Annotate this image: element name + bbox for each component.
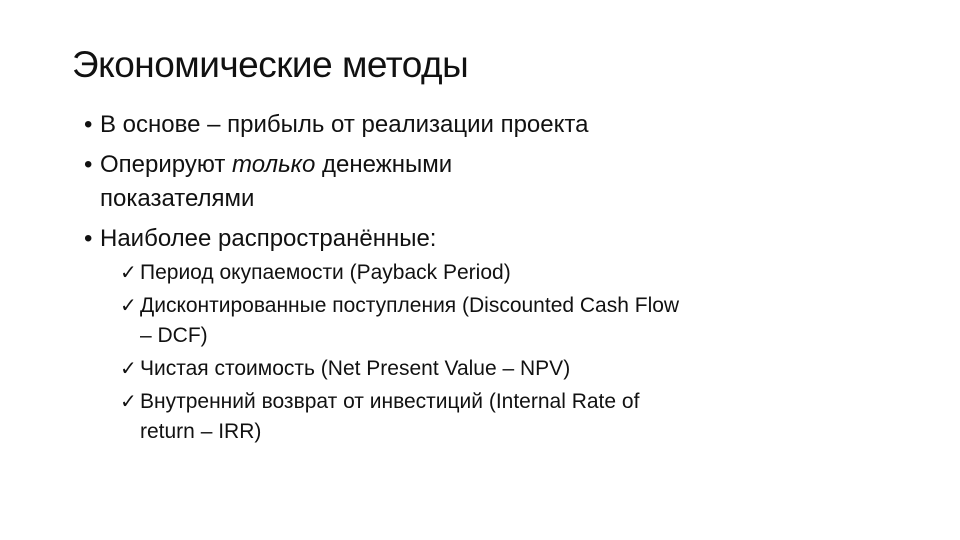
bullet-text-emphasis: только [231, 151, 316, 178]
method-text: Период окупаемости (Payback Period) [140, 261, 511, 284]
method-item [120, 354, 680, 384]
method-text: Дисконтированные поступления (Discounted Cash Flow – DCF) [140, 294, 680, 347]
bullet-icon: • [84, 111, 93, 138]
bullet-list [84, 108, 724, 453]
bullet-text-start: Оперируют [100, 151, 232, 178]
bullet-item [84, 108, 724, 142]
method-list [120, 258, 680, 447]
bullet-icon: • [84, 151, 93, 178]
method-text: Внутренний возврат от инвестиций (Internal Rate of return – IRR) [140, 390, 640, 443]
method-item [120, 387, 680, 447]
checkmark-icon: ✓ [120, 391, 137, 413]
bullet-icon: • [84, 225, 93, 252]
method-item [120, 258, 680, 288]
bullet-text: Наиболее распространённые: [100, 225, 437, 252]
checkmark-icon: ✓ [120, 358, 137, 380]
bullet-item [84, 222, 724, 447]
method-text: Чистая стоимость (Net Present Value – NPV) [140, 357, 571, 380]
bullet-text: В основе – прибыль от реализации проекта [100, 111, 589, 138]
bullet-text [100, 148, 570, 216]
bullet-item [84, 148, 724, 216]
method-item [120, 291, 680, 351]
slide-title: Экономические методы [72, 44, 469, 85]
bullet-text-end: денежными показателями [100, 151, 453, 212]
checkmark-icon: ✓ [120, 262, 137, 284]
checkmark-icon: ✓ [120, 295, 137, 317]
